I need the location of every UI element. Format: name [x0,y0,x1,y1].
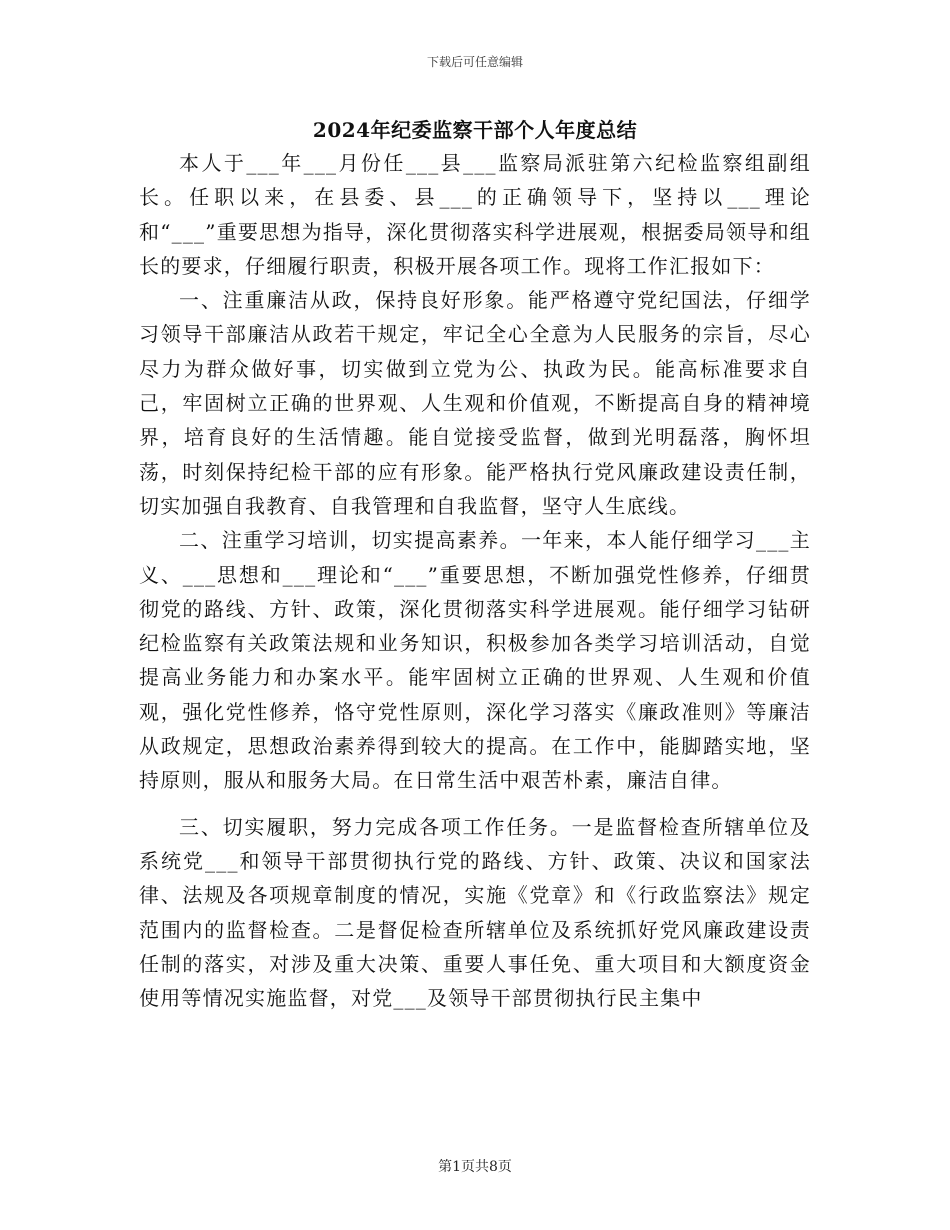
document-body [139,146,811,1015]
page-number-footer: 第1页共8页 [438,1159,512,1175]
paragraph-section-2: 二、注重学习培训，切实提高素养。一年来，本人能仔细学习___主义、___思想和___理论和“___”重要思想，不断加强党性修养，仔细贯彻党的路线、方针、政策，深化贯彻落实科学进展观。能仔细学习钻研纪检监察有关政策法规和业务知识，积极参加各类学习培训活动，自觉提高业务能力和办案水平。能牢固树立正确的世界观、人生观和价值观，强化党性修养，恪守党性原则，深化学习落实《廉政准则》等廉洁从政规定，思想政治素养得到较大的提高。在工作中，能脚踏实地，坚持原则，服从和服务大局。在日常生活中艰苦朴素，廉洁自律。 [139,528,811,793]
paragraph-section-3: 三、切实履职，努力完成各项工作任务。一是监督检查所辖单位及系统党___和领导干部贯彻执行党的路线、方针、政策、决议和国家法律、法规及各项规章制度的情况，实施《党章》和《行政监察法》规定范围内的监督检查。二是督促检查所辖单位及系统抓好党风廉政建设责任制的落实，对涉及重大决策、重要人事任免、重大项目和大额度资金使用等情况实施监督，对党___及领导干部贯彻执行民主集中 [139,814,811,1011]
document-title: 2024年纪委监察干部个人年度总结 [312,118,638,142]
header-note: 下载后可任意编辑 [426,55,523,69]
paragraph-intro: 本人于___年___月份任___县___监察局派驻第六纪检监察组副组长。任职以来，在县委、县___的正确领导下，坚持以___理论和“___”重要思想为指导，深化贯彻落实科学进展观，根据委局领导和组长的要求，仔细履行职责，积极开展各项工作。现将工作汇报如下： [139,151,811,278]
paragraph-section-1: 一、注重廉洁从政，保持良好形象。能严格遵守党纪国法，仔细学习领导干部廉洁从政若干规定，牢记全心全意为人民服务的宗旨，尽心尽力为群众做好事，切实做到立党为公、执政为民。能高标准要求自己，牢固树立正确的世界观、人生观和价值观，不断提高自身的精神境界，培育良好的生活情趣。能自觉接受监督，做到光明磊落，胸怀坦荡，时刻保持纪检干部的应有形象。能严格执行党风廉政建设责任制，切实加强自我教育、自我管理和自我监督，坚守人生底线。 [139,288,811,518]
